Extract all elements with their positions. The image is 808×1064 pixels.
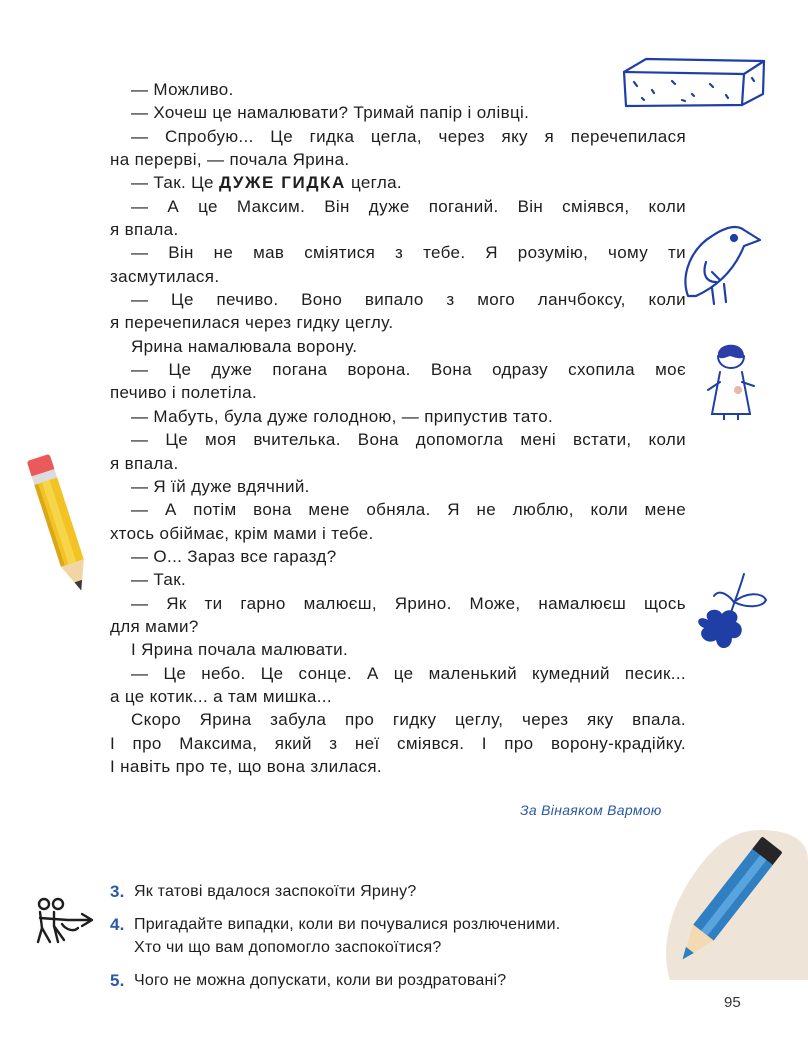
- story-fragment: цегла.: [350, 173, 403, 193]
- question-item: [110, 913, 670, 960]
- story-line: — Це печиво. Воно випало з мого ланчбоксу, коли: [131, 290, 686, 310]
- story-line: — Як ти гарно малюєш, Ярино. Може, намалюєш щось: [131, 593, 686, 613]
- story-line: я перечепилася через гидку цеглу.: [110, 313, 394, 333]
- story-line: — Спробую... Це гидка цегла, через яку я перечепилася: [131, 126, 686, 146]
- story-line: — А потім вона мене обняла. Я не люблю, коли мене: [131, 500, 686, 520]
- story-line: І про Максима, який з неї сміявся. І про ворону-крадійку.: [110, 733, 686, 753]
- blue-pencil-icon: [660, 830, 790, 980]
- question-text: Пригадайте випадки, коли ви почувалися розлюченими.: [134, 915, 561, 933]
- story-line: — Так.: [131, 570, 187, 590]
- story-line: — Це моя вчителька. Вона допомогла мені встати, коли: [131, 430, 686, 450]
- story-line: а це котик... а там мишка...: [110, 686, 332, 706]
- yellow-pencil-icon: [20, 450, 100, 600]
- question-number: 3.: [110, 882, 125, 901]
- question-item: [110, 880, 670, 904]
- story-line: — Можливо.: [131, 80, 234, 99]
- girl-doodle-icon: [706, 338, 758, 420]
- emphasis-text: ДУЖЕ ГИДКА: [218, 173, 346, 193]
- story-line: — Я їй дуже вдячний.: [131, 476, 310, 496]
- author-credit: За Вінаяком Вармою: [520, 802, 662, 818]
- story-line: — Це небо. Це сонце. А це маленький кумедний песик...: [131, 663, 686, 683]
- questions-list: [110, 880, 670, 992]
- story-line: я впала.: [110, 453, 179, 473]
- story-text: [110, 78, 686, 778]
- brick-doodle-icon: [618, 54, 770, 110]
- story-line: на перерві, — почала Ярина.: [110, 150, 350, 170]
- story-line: — Він не мав сміятися з тебе. Я розумію, чому ти: [131, 243, 686, 263]
- story-line: засмутилася.: [110, 266, 220, 286]
- story-fragment: — Так. Це: [131, 173, 214, 193]
- flower-doodle-icon: [688, 570, 774, 674]
- story-line: — Хочеш це намалювати? Тримай папір і олівці.: [131, 103, 530, 123]
- question-number: 5.: [110, 970, 125, 990]
- story-line: Скоро Ярина забула про гидку цеглу, через яку впала.: [131, 710, 686, 730]
- story-line: для мами?: [110, 616, 199, 636]
- bird-doodle-icon: [676, 222, 770, 308]
- question-item: [110, 969, 670, 993]
- question-text: Чого не можна допускати, коли ви роздратовані?: [134, 971, 507, 989]
- story-line: І навіть про те, що вона злилася.: [110, 756, 383, 776]
- story-line: я впала.: [110, 220, 179, 240]
- question-number: 4.: [110, 914, 125, 934]
- story-line: Ярина намалювала ворону.: [131, 336, 358, 356]
- page-number: 95: [724, 994, 741, 1011]
- story-line: — Мабуть, була дуже голодною, — припустив тато.: [131, 406, 554, 426]
- story-line: — О... Зараз все гаразд?: [131, 546, 337, 566]
- question-text: Як татові вдалося заспокоїти Ярину?: [134, 883, 417, 900]
- question-text-continued: Хто чи що вам допомогло заспокоїтися?: [134, 939, 442, 956]
- story-line: — Це дуже погана ворона. Вона одразу схопила моє: [131, 360, 686, 380]
- story-line: хтось обіймає, крім мами і тебе.: [110, 523, 374, 543]
- story-line: печиво і полетіла.: [110, 383, 258, 403]
- story-line: [110, 171, 686, 194]
- group-work-icon: [34, 896, 98, 950]
- story-line: — А це Максим. Він дуже поганий. Він сміявся, коли: [131, 196, 686, 216]
- story-line: І Ярина почала малювати.: [131, 640, 349, 660]
